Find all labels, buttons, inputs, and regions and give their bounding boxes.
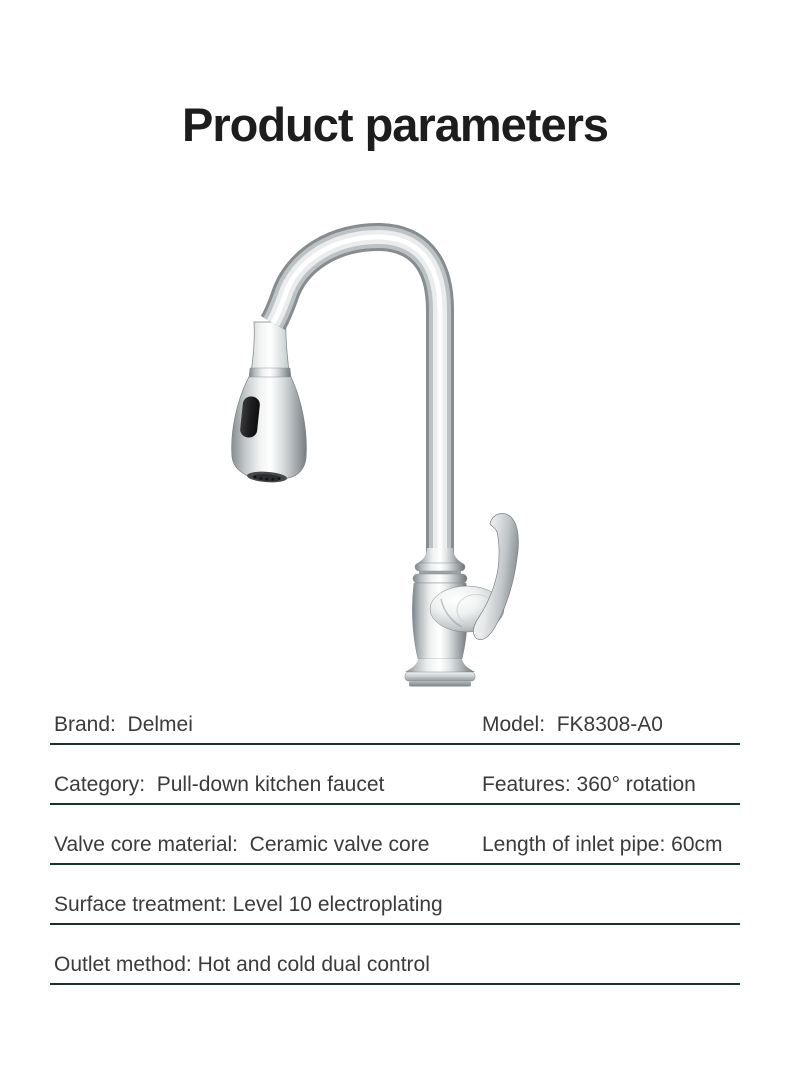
spec-features: Features: 360° rotation <box>482 772 696 796</box>
spec-row-brand-model <box>50 685 740 745</box>
spec-model: Model: FK8308-A0 <box>482 712 663 736</box>
product-image <box>210 210 550 700</box>
spec-row-outlet <box>50 925 740 985</box>
page-title: Product parameters <box>181 98 609 151</box>
lever-handle <box>473 513 518 639</box>
spray-head-joint-ring <box>249 368 291 377</box>
spray-head <box>232 322 307 480</box>
spec-surface-treatment: Surface treatment: Level 10 electroplating <box>54 892 443 916</box>
spec-valve-core: Valve core material: Ceramic valve core <box>54 832 430 856</box>
spec-table <box>50 685 740 985</box>
faucet-illustration <box>210 210 550 700</box>
spec-brand: Brand: Delmei <box>54 712 193 736</box>
spec-outlet-method: Outlet method: Hot and cold dual control <box>54 952 430 976</box>
spec-category: Category: Pull-down kitchen faucet <box>54 772 385 796</box>
faucet-base <box>405 672 475 681</box>
spec-inlet-pipe: Length of inlet pipe: 60cm <box>482 832 723 856</box>
spec-row-surface <box>50 865 740 925</box>
spec-row-valve-inlet <box>50 805 740 865</box>
spec-row-category-features <box>50 745 740 805</box>
